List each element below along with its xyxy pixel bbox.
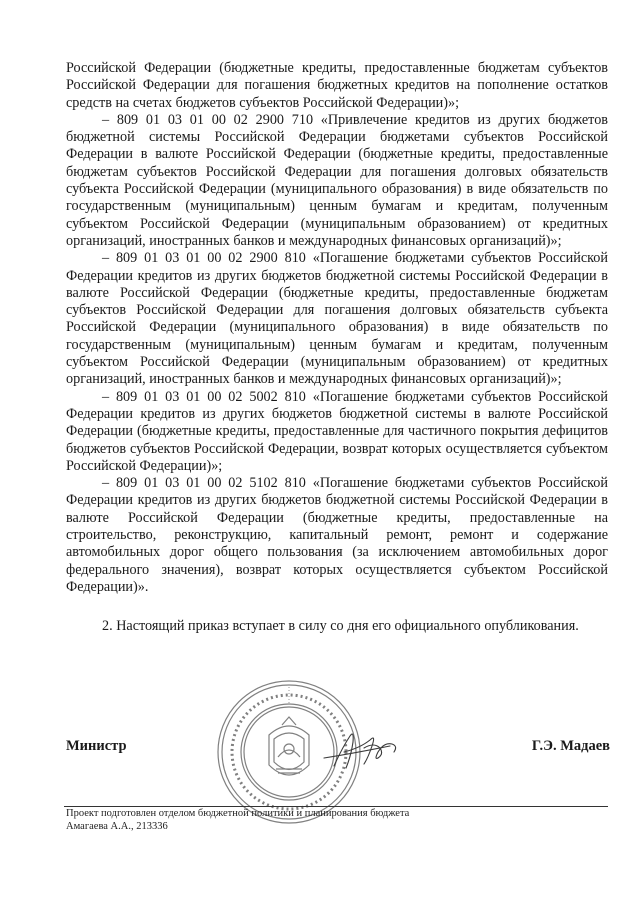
paragraph-code-5102-810: – 809 01 03 01 00 02 5102 810 «Погашение бюджетами субъектов Российской Федерации кредитов из других бюджетов бюджетной системы Российской Федерации в валюте Российской Федерации (бюджетные кредиты, предоставленные на строительство, реконструкцию, капитальный ремонт, ремонт и содержание автомобильных дорог общего пользования (за исключением автомобильных дорог федерального значения), возврат которых осуществляется субъектом Российской Федерации)». — [66, 475, 608, 595]
paragraph-code-2900-710: – 809 01 03 01 00 02 2900 710 «Привлечение кредитов из других бюджетов бюджетной системы Российской Федерации бюджетами субъектов Российской Федерации в валюте Российской Федерации (бюджетные кредиты, предоставленные бюджетам субъектов Российской Федерации для погашения долговых обязательств субъекта Российской Федерации (муниципального образования) в виде обязательств по государственным (муниципальным) ценным бумагам и кредитам, полученным субъектом Российской Федерации (муниципальным образованием) от кредитных организаций, иностранных банков и международных финансовых организаций)»; — [66, 111, 608, 249]
footer-divider — [64, 806, 608, 807]
paragraph-continuation: Российской Федерации (бюджетные кредиты, предоставленные бюджетам субъектов Российской Федерации для погашения бюджетных кредитов на пополнение остатков средств на счетах бюджетов субъектов Российской Федерации)»; — [66, 60, 608, 111]
paragraph-code-2900-810: – 809 01 03 01 00 02 2900 810 «Погашение бюджетами субъектов Российской Федерации кредитов из других бюджетов бюджетной системы Российской Федерации в валюте Российской Федерации (бюджетные кредиты, предоставленные бюджетам субъектов Российской Федерации для погашения долговых обязательств субъекта Российской Федерации (муниципального образования) в виде обязательств по государственным (муниципальным) ценным бумагам и кредитам, полученным субъектом Российской Федерации (муниципальным образованием) от кредитных организаций, иностранных банков и международных финансовых организаций)»; — [66, 250, 608, 388]
paragraph-gap — [66, 596, 608, 618]
signature-name: Г.Э. Мадаев — [531, 738, 610, 754]
signature-title: Министр — [66, 738, 127, 754]
footer-note — [66, 808, 409, 833]
document-body — [66, 60, 608, 636]
paragraph-effective-date: 2. Настоящий приказ вступает в силу со дня его официального опубликования. — [102, 618, 579, 635]
paragraph-code-5002-810: – 809 01 03 01 00 02 5002 810 «Погашение бюджетами субъектов Российской Федерации кредитов из других бюджетов бюджетной системы в валюте Российской Федерации (бюджетные кредиты, предоставленные для частичного покрытия дефицитов бюджетов субъектов Российской Федерации, возврат которых осуществляется субъектом Российской Федерации)»; — [66, 388, 608, 474]
handwritten-signature-icon — [320, 718, 410, 774]
footer-contact: Амагаева А.А., 213336 — [66, 820, 168, 832]
footer-prepared-by: Проект подготовлен отделом бюджетной политики и планирования бюджета — [66, 808, 410, 819]
